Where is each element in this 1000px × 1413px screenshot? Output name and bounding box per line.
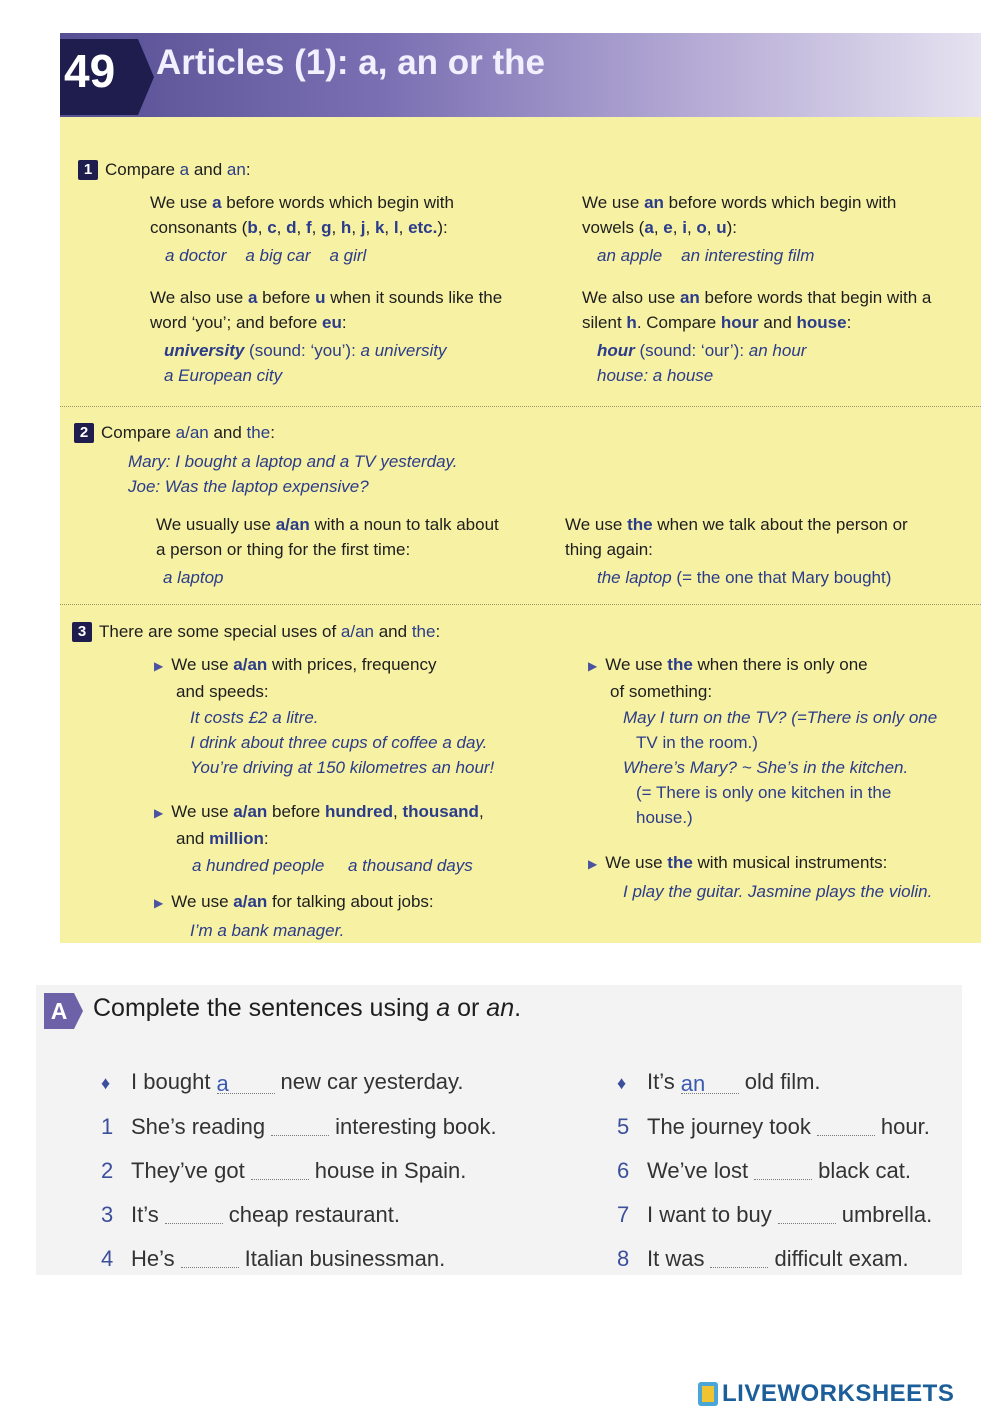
rule-an-examples: an apple an interesting film	[597, 246, 815, 265]
rule-an-silent-h-examples: hour (sound: ‘our’): an hour house: a house	[597, 341, 807, 385]
exercise-item-2: 2 They’ve got house in Spain.	[101, 1155, 466, 1186]
logo-icon	[698, 1382, 718, 1406]
triangle-bullet-icon: ▶	[588, 659, 598, 673]
exercise-item-6: 6 We’ve lost black cat.	[617, 1155, 911, 1186]
triangle-bullet-icon: ▶	[588, 857, 598, 871]
answer-field-example: a	[217, 1069, 275, 1094]
rule-a-before-u-examples: university (sound: ‘you’): a university a European city	[164, 341, 447, 385]
answer-field-3[interactable]	[165, 1199, 223, 1224]
exercise-example-left: ♦ I bought a new car yesterday.	[101, 1069, 464, 1096]
logo-text: LIVEWORKSHEETS	[722, 1380, 955, 1407]
section-1-number: 1	[78, 160, 98, 180]
exercise-item-3: 3 It’s cheap restaurant.	[101, 1199, 400, 1230]
rule-a-consonants: We use a before words which begin with consonants (b, c, d, f, g, h, j, k, l, etc.):	[150, 193, 454, 237]
bullet-hundred-thousand: ▶ We use a/an before hundred, thousand, and million:	[154, 802, 484, 848]
bullet-jobs-example: I’m a bank manager.	[190, 921, 345, 940]
bullet-only-one-examples: May I turn on the TV? (=There is only one TV in the room.) Where’s Mary? ~ She’s in the kitchen. (= There is only one kitchen in the house.)	[623, 708, 938, 827]
rule-an-vowels: We use an before words which begin with vowels (a, e, i, o, u):	[582, 193, 897, 237]
rule-an-silent-h: We also use an before words that begin with a silent h. Compare hour and house:	[582, 288, 932, 332]
section-3-heading: 3 There are some special uses of a/an and the:	[72, 619, 440, 644]
rule-the-again-example: the laptop (= the one that Mary bought)	[597, 568, 892, 587]
section-2-heading: 2 Compare a/an and the:	[74, 420, 275, 445]
triangle-bullet-icon: ▶	[154, 659, 164, 673]
rule-the-again: We use the when we talk about the person or thing again:	[565, 515, 908, 559]
rule-a-examples: a doctor a big car a girl	[165, 246, 367, 265]
bullet-only-one: ▶ We use the when there is only one of something:	[588, 655, 868, 701]
rule-a-an-first-time: We usually use a/an with a noun to talk about a person or thing for the first time:	[156, 515, 499, 559]
answer-field-5[interactable]	[817, 1111, 875, 1136]
bullet-prices-examples: It costs £2 a litre. I drink about three cups of coffee a day. You’re driving at 150 kilometres an hour!	[190, 708, 495, 777]
section-divider	[60, 406, 981, 407]
answer-field-2[interactable]	[251, 1155, 309, 1180]
unit-number: 49	[60, 39, 138, 115]
answer-field-8[interactable]	[710, 1243, 768, 1268]
bullet-prices-frequency: ▶ We use a/an with prices, frequency and speeds:	[154, 655, 437, 701]
answer-field-4[interactable]	[181, 1243, 239, 1268]
answer-field-6[interactable]	[754, 1155, 812, 1180]
rule-a-before-u: We also use a before u when it sounds like the word ‘you’; and before eu:	[150, 288, 503, 332]
exercise-item-7: 7 I want to buy umbrella.	[617, 1199, 932, 1230]
unit-number-arrow	[138, 39, 154, 115]
section-1-heading: 1 Compare a and an:	[78, 157, 251, 182]
grammar-panel	[60, 33, 981, 943]
exercise-item-4: 4 He’s Italian businessman.	[101, 1243, 445, 1274]
triangle-bullet-icon: ▶	[154, 806, 164, 820]
bullet-hundred-examples: a hundred people a thousand days	[192, 856, 473, 875]
exercise-instruction: Complete the sentences using a or an.	[93, 994, 522, 1022]
exercise-example-right: ♦ It’s an old film.	[617, 1069, 821, 1096]
diamond-icon: ♦	[617, 1073, 627, 1093]
section-3-number: 3	[72, 622, 92, 642]
triangle-bullet-icon: ▶	[154, 896, 164, 910]
answer-field-example: an	[681, 1069, 739, 1094]
exercise-item-1: 1 She’s reading interesting book.	[101, 1111, 497, 1142]
exercise-item-8: 8 It was difficult exam.	[617, 1243, 909, 1274]
answer-field-7[interactable]	[778, 1199, 836, 1224]
bullet-jobs: ▶ We use a/an for talking about jobs:	[154, 892, 434, 911]
exercise-badge-arrow	[74, 993, 83, 1029]
bullet-musical-example: I play the guitar. Jasmine plays the violin.	[623, 882, 933, 901]
dialogue-example: Mary: I bought a laptop and a TV yesterday. Joe: Was the laptop expensive?	[128, 452, 458, 496]
exercise-badge: A	[44, 993, 74, 1029]
answer-field-1[interactable]	[271, 1111, 329, 1136]
unit-title: Articles (1): a, an or the	[156, 43, 545, 82]
exercise-item-5: 5 The journey took hour.	[617, 1111, 930, 1142]
rule-a-an-first-time-example: a laptop	[163, 568, 224, 587]
section-2-number: 2	[74, 423, 94, 443]
section-divider	[60, 604, 981, 605]
diamond-icon: ♦	[101, 1073, 111, 1093]
bullet-musical-instruments: ▶ We use the with musical instruments:	[588, 853, 888, 872]
unit-header	[60, 33, 981, 117]
